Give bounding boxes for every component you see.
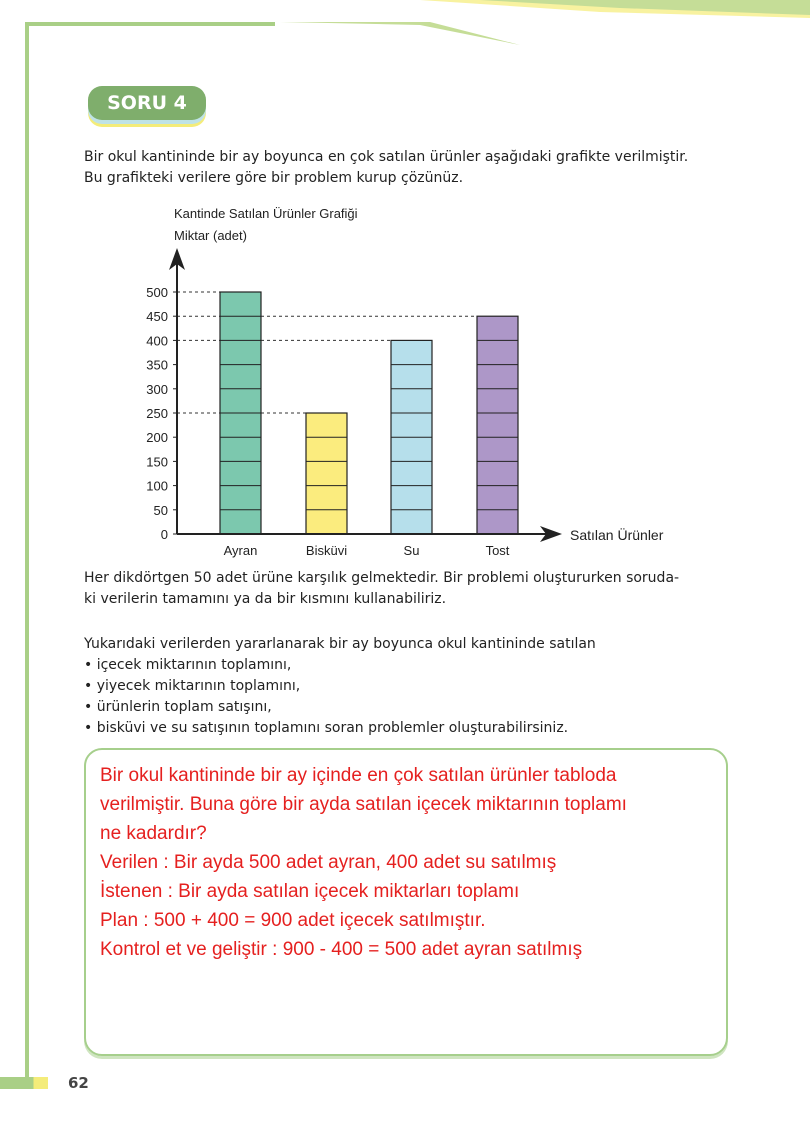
y-tick-label: 350 <box>146 357 168 373</box>
y-axis-label: Miktar (adet) <box>174 228 247 243</box>
question-badge: SORU 4 <box>88 86 206 120</box>
x-axis-label: Satılan Ürünler <box>570 527 664 543</box>
y-tick-label: 400 <box>146 333 168 349</box>
answer-text <box>100 761 720 964</box>
intro-line: Bir okul kantininde bir ay boyunca en çok satılan ürünler aşağıdaki grafikte verilmiştir. <box>84 149 689 165</box>
bullet-item: • yiyecek miktarının toplamını, <box>84 678 301 694</box>
answer-line: ne kadardır? <box>100 823 207 844</box>
answer-line: Kontrol et ve geliştir : 900 - 400 = 500 adet ayran satılmış <box>100 939 583 960</box>
y-tick-label: 250 <box>146 406 168 421</box>
bullet-list <box>84 634 596 739</box>
bullet-item: • ürünlerin toplam satışını, <box>84 699 272 715</box>
intro-line: Bu grafikteki verilere göre bir problem kurup çözünüz. <box>84 170 464 186</box>
answer-line: verilmiştir. Buna göre bir ayda satılan içecek miktarının toplamı <box>100 794 627 815</box>
note-line: ki verilerin tamamını ya da bir kısmını kullanabiliriz. <box>84 591 447 607</box>
x-tick-label: Su <box>403 543 420 558</box>
bar-chart <box>0 0 810 570</box>
answer-line: Bir okul kantininde bir ay içinde en çok satılan ürünler tabloda <box>100 765 617 786</box>
y-tick-label: 200 <box>146 430 168 446</box>
y-tick-label: 100 <box>146 478 168 494</box>
answer-line: Plan : 500 + 400 = 900 adet içecek satılmıştır. <box>100 910 486 931</box>
y-tick-label: 450 <box>146 309 168 325</box>
y-tick-label: 300 <box>146 381 168 397</box>
bullet-item: • bisküvi ve su satışının toplamını soran problemler oluşturabilirsiniz. <box>84 720 569 736</box>
x-tick-label: Ayran <box>223 543 258 558</box>
x-tick-label: Bisküvi <box>305 543 348 558</box>
page-number: 62 <box>68 1074 89 1092</box>
bar-bisküvi <box>306 413 347 534</box>
y-tick-label: 50 <box>153 502 168 518</box>
y-tick-label: 500 <box>146 285 168 300</box>
bullet-item: • içecek miktarının toplamını, <box>84 657 292 673</box>
note-line: Her dikdörtgen 50 adet ürüne karşılık gelmektedir. Bir problemi oluştururken soruda- <box>84 570 680 586</box>
bar-tost <box>477 316 518 534</box>
y-tick-label: 150 <box>146 454 168 470</box>
y-tick-label: 0 <box>160 527 168 542</box>
x-tick-label: Tost <box>485 543 510 558</box>
answer-line: İstenen : Bir ayda satılan içecek miktarları toplamı <box>100 881 520 902</box>
note-text <box>84 568 734 610</box>
page-number-bar <box>0 1077 48 1089</box>
answer-line: Verilen : Bir ayda 500 adet ayran, 400 adet su satılmış <box>100 852 557 873</box>
bullets-intro: Yukarıdaki verilerden yararlanarak bir ay boyunca okul kantininde satılan <box>84 636 596 652</box>
chart-title: Kantinde Satılan Ürünler Grafiği <box>174 206 358 221</box>
